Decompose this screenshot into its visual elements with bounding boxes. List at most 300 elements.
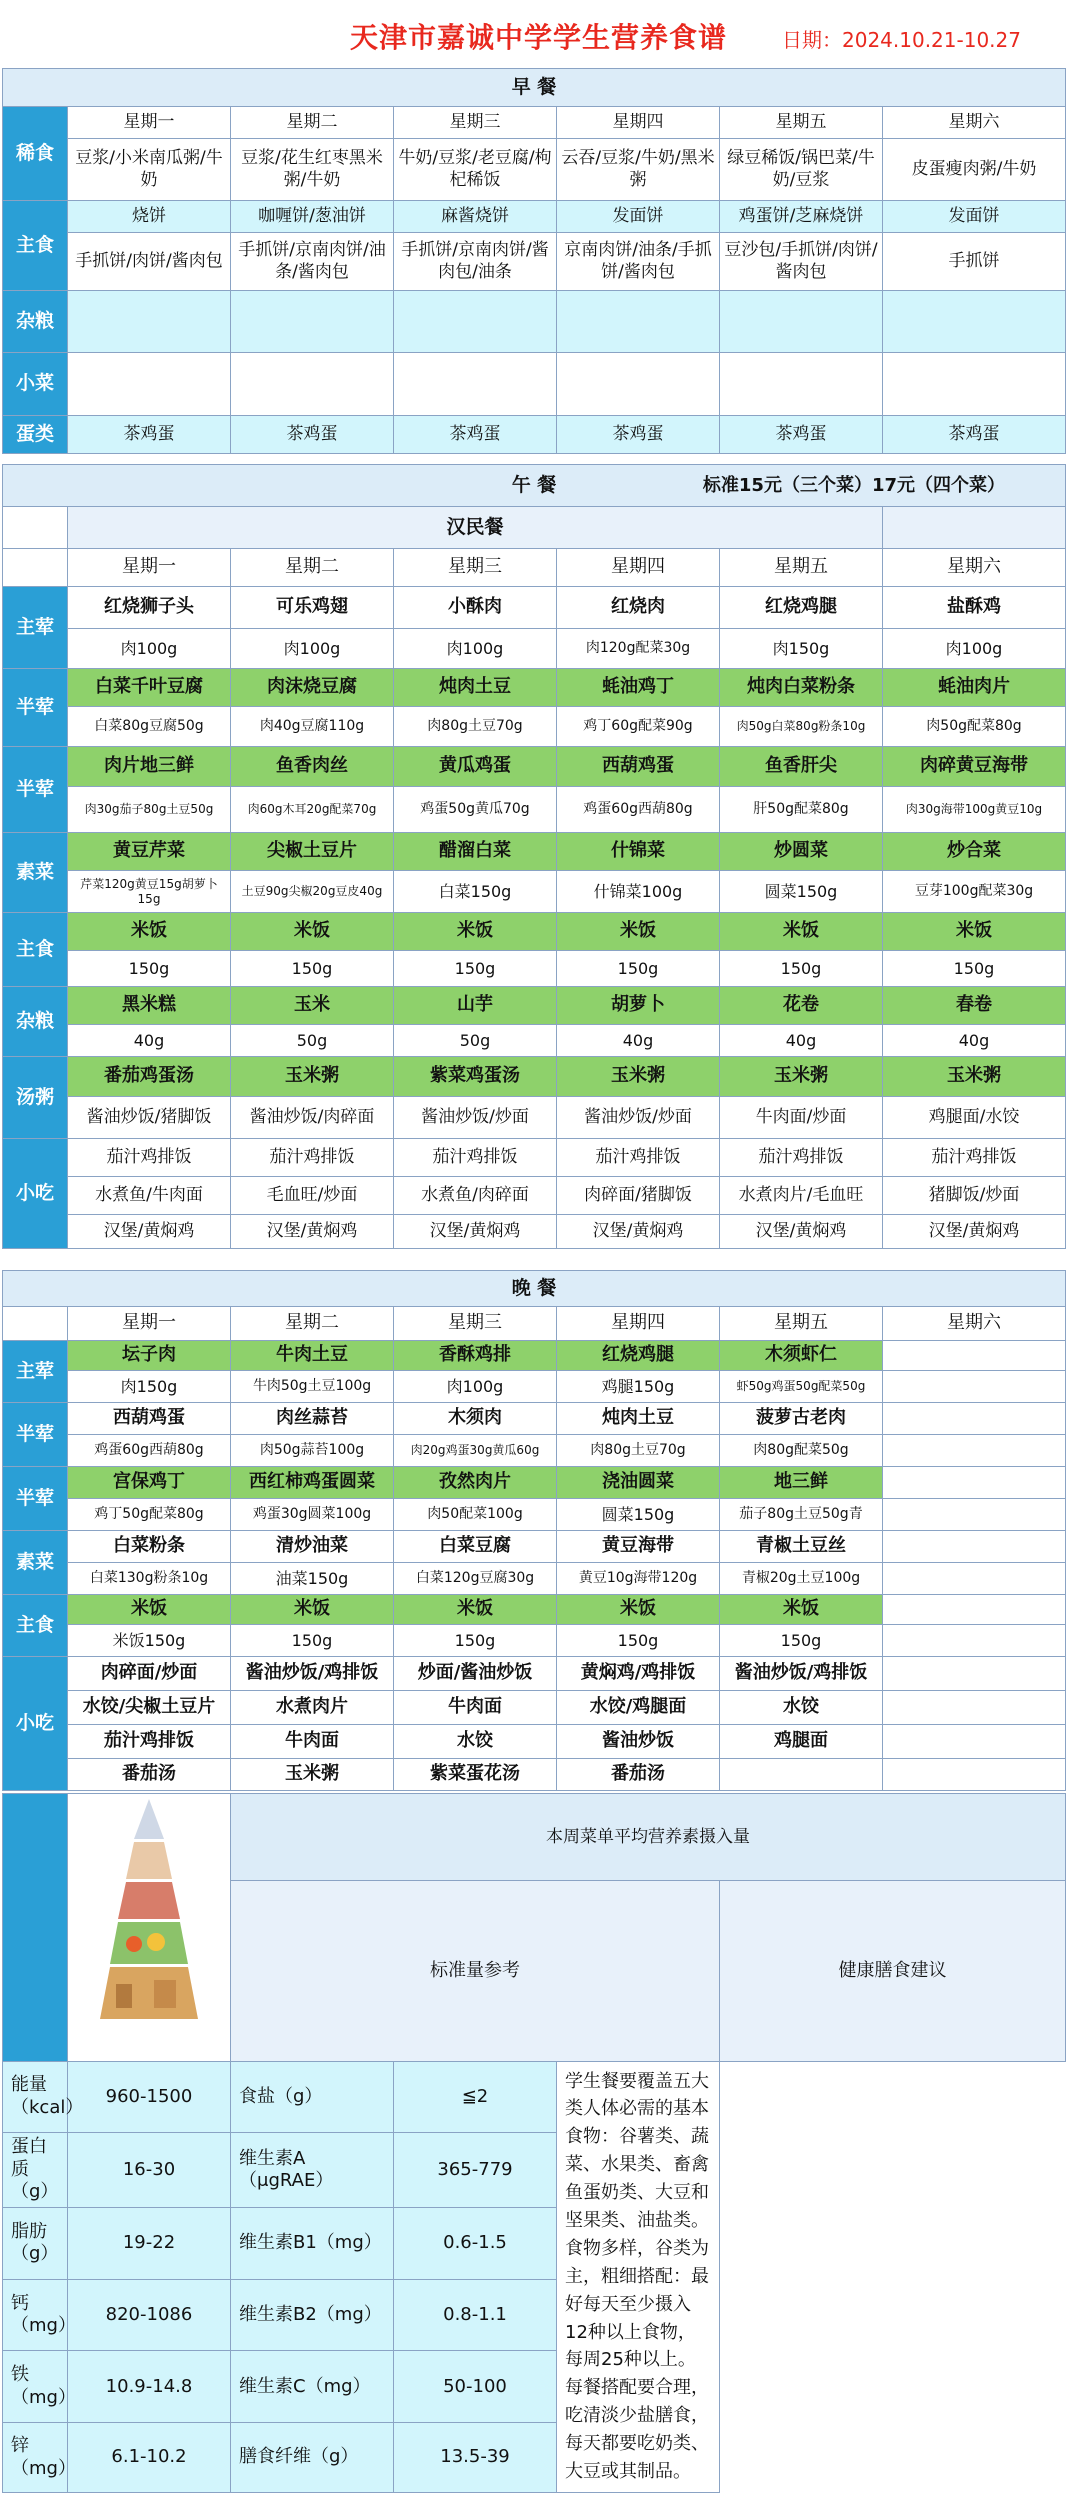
day-header: 星期一 <box>68 107 231 139</box>
dish-quantity: 土豆90g尖椒20g豆皮40g <box>231 871 394 913</box>
breakfast-cell: 茶鸡蛋 <box>394 416 557 454</box>
dish-quantity: 肉100g <box>231 629 394 669</box>
dish-name: 肉沫烧豆腐 <box>231 669 394 707</box>
snack-item <box>883 1657 1066 1691</box>
dish-quantity: 油菜150g <box>231 1563 394 1595</box>
day-header: 星期六 <box>883 549 1066 587</box>
dish-quantity <box>883 1625 1066 1657</box>
dish-name: 青椒土豆丝 <box>720 1531 883 1563</box>
dish-name: 春卷 <box>883 987 1066 1025</box>
snack-item: 毛血旺/炒面 <box>231 1177 394 1215</box>
dish-quantity <box>883 1563 1066 1595</box>
dish-quantity: 圆菜150g <box>720 871 883 913</box>
dish-name: 炖肉土豆 <box>557 1403 720 1435</box>
nutrient-name: 维生素B2（mg） <box>231 2279 394 2351</box>
snack-item: 猪脚饭/炒面 <box>883 1177 1066 1215</box>
breakfast-row-label: 小菜 <box>3 353 68 416</box>
snack-item: 汉堡/黄焖鸡 <box>720 1215 883 1249</box>
dinner-row-label: 半荤 <box>3 1403 68 1467</box>
dish-name: 菠萝古老肉 <box>720 1403 883 1435</box>
date-range: 日期：2024.10.21-10.27 <box>782 28 1021 52</box>
dish-name: 浇油圆菜 <box>557 1467 720 1499</box>
dish-quantity: 鸡蛋60g西葫80g <box>68 1435 231 1467</box>
breakfast-cell: 麻酱烧饼 <box>394 201 557 233</box>
dish-quantity: 牛肉50g土豆100g <box>231 1371 394 1403</box>
snack-item <box>720 1759 883 1791</box>
breakfast-cell: 京南肉饼/油条/手抓饼/酱肉包 <box>557 233 720 291</box>
lunch-row-label: 汤粥 <box>3 1057 68 1139</box>
advice-header: 健康膳食建议 <box>720 1881 1066 2061</box>
nutrient-value: 820-1086 <box>68 2279 231 2351</box>
dish-quantity: 鸡丁60g配菜90g <box>557 707 720 747</box>
nutrient-value: ≦2 <box>394 2061 557 2133</box>
snack-item: 茄汁鸡排饭 <box>231 1139 394 1177</box>
dish-quantity: 150g <box>394 1625 557 1657</box>
dish-quantity: 圆菜150g <box>557 1499 720 1531</box>
dish-quantity: 50g <box>394 1025 557 1057</box>
dish-name: 红烧鸡腿 <box>720 587 883 629</box>
empty-cell <box>883 291 1066 353</box>
dish-name: 米饭 <box>883 913 1066 951</box>
dish-quantity: 豆芽100g配菜30g <box>883 871 1066 913</box>
lunch-row-label: 半荤 <box>3 669 68 747</box>
empty-cell <box>557 291 720 353</box>
nutrient-value: 50-100 <box>394 2351 557 2423</box>
blank-cell <box>3 549 68 587</box>
dish-quantity: 肉100g <box>394 1371 557 1403</box>
dish-name: 鱼香肝尖 <box>720 747 883 787</box>
lunch-row-label: 杂粮 <box>3 987 68 1057</box>
nutrient-name: 维生素B1（mg） <box>231 2207 394 2279</box>
dish-quantity: 肉20g鸡蛋30g黄瓜60g <box>394 1435 557 1467</box>
dish-quantity: 肉80g配菜50g <box>720 1435 883 1467</box>
breakfast-cell: 咖喱饼/葱油饼 <box>231 201 394 233</box>
dish-name: 米饭 <box>557 1595 720 1625</box>
empty-cell <box>231 291 394 353</box>
snack-item: 番茄汤 <box>68 1759 231 1791</box>
dish-quantity <box>883 1371 1066 1403</box>
dish-name <box>883 1595 1066 1625</box>
breakfast-cell: 豆沙包/手抓饼/肉饼/酱肉包 <box>720 233 883 291</box>
nutrient-name: 维生素A（μgRAE） <box>231 2133 394 2208</box>
snack-item: 鸡腿面/水饺 <box>883 1097 1066 1139</box>
dish-name: 黑米糕 <box>68 987 231 1025</box>
day-header: 星期五 <box>720 549 883 587</box>
snack-item: 汉堡/黄焖鸡 <box>557 1215 720 1249</box>
dish-quantity: 40g <box>883 1025 1066 1057</box>
breakfast-cell: 茶鸡蛋 <box>883 416 1066 454</box>
nutrient-value: 19-22 <box>68 2207 231 2279</box>
dish-name: 木须虾仁 <box>720 1341 883 1371</box>
dish-quantity: 150g <box>557 951 720 987</box>
breakfast-cell: 鸡蛋饼/芝麻烧饼 <box>720 201 883 233</box>
nutrient-name: 能量（kcal） <box>3 2061 68 2133</box>
dish-name: 黄瓜鸡蛋 <box>394 747 557 787</box>
dish-quantity: 40g <box>720 1025 883 1057</box>
snack-item: 酱油炒饭/炒面 <box>394 1097 557 1139</box>
lunch-table <box>2 464 1066 1249</box>
dish-quantity: 青椒20g土豆100g <box>720 1563 883 1595</box>
dish-quantity: 肉60g木耳20g配菜70g <box>231 787 394 833</box>
page-title: 天津市嘉诚中学学生营养食谱 <box>350 21 728 54</box>
breakfast-cell: 皮蛋瘦肉粥/牛奶 <box>883 139 1066 201</box>
snack-item: 水饺/鸡腿面 <box>557 1691 720 1725</box>
nutrient-value: 960-1500 <box>68 2061 231 2133</box>
dish-name: 肉丝蒜苔 <box>231 1403 394 1435</box>
side-blank <box>3 1794 68 2062</box>
dish-name: 尖椒土豆片 <box>231 833 394 871</box>
lunch-row-label: 主荤 <box>3 587 68 669</box>
dish-quantity: 50g <box>231 1025 394 1057</box>
dish-name: 肉片地三鲜 <box>68 747 231 787</box>
nutrient-name: 锌（mg） <box>3 2423 68 2493</box>
breakfast-table <box>2 68 1066 454</box>
food-pyramid-icon <box>94 1794 204 2054</box>
breakfast-cell: 茶鸡蛋 <box>557 416 720 454</box>
day-header: 星期一 <box>68 549 231 587</box>
dish-name <box>883 1403 1066 1435</box>
nutrient-value: 365-779 <box>394 2133 557 2208</box>
lunch-subtitle: 汉民餐 <box>68 507 883 549</box>
snack-item: 牛肉面 <box>231 1725 394 1759</box>
dish-name: 黄豆海带 <box>557 1531 720 1563</box>
empty-cell <box>394 353 557 416</box>
snack-item: 酱油炒饭/炒面 <box>557 1097 720 1139</box>
breakfast-cell: 手抓饼 <box>883 233 1066 291</box>
breakfast-cell: 手抓饼/京南肉饼/油条/酱肉包 <box>231 233 394 291</box>
dish-quantity: 肉150g <box>720 629 883 669</box>
dish-name: 米饭 <box>557 913 720 951</box>
breakfast-cell: 发面饼 <box>883 201 1066 233</box>
dish-name: 蚝油肉片 <box>883 669 1066 707</box>
day-header: 星期二 <box>231 107 394 139</box>
nutrition-table <box>2 1793 1066 2493</box>
dish-quantity: 肉120g配菜30g <box>557 629 720 669</box>
dish-quantity: 肉100g <box>68 629 231 669</box>
dish-quantity: 150g <box>68 951 231 987</box>
day-header: 星期五 <box>720 107 883 139</box>
dish-name: 炒合菜 <box>883 833 1066 871</box>
dish-name: 米饭 <box>231 1595 394 1625</box>
soup-name: 玉米粥 <box>231 1057 394 1097</box>
day-header: 星期四 <box>557 1307 720 1341</box>
dish-name: 什锦菜 <box>557 833 720 871</box>
dish-quantity: 肉80g土豆70g <box>557 1435 720 1467</box>
lunch-title-row <box>3 465 1066 507</box>
snack-item: 水煮肉片 <box>231 1691 394 1725</box>
snack-item: 水煮鱼/肉碎面 <box>394 1177 557 1215</box>
breakfast-title: 早 餐 <box>3 69 1066 107</box>
breakfast-row-label: 主食 <box>3 201 68 291</box>
dish-name: 米饭 <box>231 913 394 951</box>
dinner-row-label: 小吃 <box>3 1657 68 1791</box>
breakfast-cell: 发面饼 <box>557 201 720 233</box>
dish-name: 炖肉白菜粉条 <box>720 669 883 707</box>
advice-text: 学生餐要覆盖五大类人体必需的基本食物：谷薯类、蔬菜、水果类、畜禽鱼蛋奶类、大豆和坚果类、油盐类。食物多样，谷类为主，粗细搭配：最好每天至少摄入12种以上食物，每周25种以上。每餐搭配要合理，吃清淡少盐膳食，每天都要吃奶类、大豆或其制品。 <box>557 2061 720 2492</box>
dish-quantity: 40g <box>68 1025 231 1057</box>
dish-quantity: 150g <box>720 1625 883 1657</box>
dish-quantity: 白菜150g <box>394 871 557 913</box>
dish-name: 白菜豆腐 <box>394 1531 557 1563</box>
nutrient-name: 膳食纤维（g） <box>231 2423 394 2493</box>
day-header: 星期三 <box>394 549 557 587</box>
dish-name: 清炒油菜 <box>231 1531 394 1563</box>
dish-name: 炒圆菜 <box>720 833 883 871</box>
snack-item: 酱油炒饭/鸡排饭 <box>231 1657 394 1691</box>
dinner-row-label: 主食 <box>3 1595 68 1657</box>
snack-item: 酱油炒饭/鸡排饭 <box>720 1657 883 1691</box>
snack-item: 水煮鱼/牛肉面 <box>68 1177 231 1215</box>
dish-name: 白菜千叶豆腐 <box>68 669 231 707</box>
food-pyramid-cell <box>68 1794 231 2062</box>
dish-quantity: 150g <box>557 1625 720 1657</box>
dish-quantity: 150g <box>720 951 883 987</box>
dish-name <box>883 1531 1066 1563</box>
snack-item: 玉米粥 <box>231 1759 394 1791</box>
dish-name: 米饭 <box>394 913 557 951</box>
dish-quantity: 150g <box>231 1625 394 1657</box>
dish-quantity: 150g <box>394 951 557 987</box>
dish-quantity: 肝50g配菜80g <box>720 787 883 833</box>
empty-cell <box>231 353 394 416</box>
dish-name: 米饭 <box>68 1595 231 1625</box>
dinner-table <box>2 1270 1066 1791</box>
dish-quantity: 肉30g海带100g黄豆10g <box>883 787 1066 833</box>
dish-quantity: 肉100g <box>394 629 557 669</box>
snack-item: 水饺 <box>394 1725 557 1759</box>
empty-cell <box>883 353 1066 416</box>
dish-name: 米饭 <box>394 1595 557 1625</box>
dish-quantity: 鸡蛋50g黄瓜70g <box>394 787 557 833</box>
snack-item: 水煮肉片/毛血旺 <box>720 1177 883 1215</box>
blank-cell <box>883 507 1066 549</box>
breakfast-cell: 绿豆稀饭/锅巴菜/牛奶/豆浆 <box>720 139 883 201</box>
dish-quantity: 白菜80g豆腐50g <box>68 707 231 747</box>
nutrient-value: 10.9-14.8 <box>68 2351 231 2423</box>
day-header: 星期一 <box>68 1307 231 1341</box>
dish-quantity: 什锦菜100g <box>557 871 720 913</box>
dish-name: 宫保鸡丁 <box>68 1467 231 1499</box>
dish-name: 炖肉土豆 <box>394 669 557 707</box>
dish-name: 花卷 <box>720 987 883 1025</box>
dish-quantity: 肉50g蒜苔100g <box>231 1435 394 1467</box>
dish-quantity: 芹菜120g黄豆15g胡萝卜15g <box>68 871 231 913</box>
blank-cell <box>3 1307 68 1341</box>
nutrient-name: 维生素C（mg） <box>231 2351 394 2423</box>
dish-quantity: 肉150g <box>68 1371 231 1403</box>
dish-quantity: 鸡蛋60g西葫80g <box>557 787 720 833</box>
dish-name: 孜然肉片 <box>394 1467 557 1499</box>
dish-name: 牛肉土豆 <box>231 1341 394 1371</box>
snack-item: 茄汁鸡排饭 <box>883 1139 1066 1177</box>
nutrient-name: 铁（mg） <box>3 2351 68 2423</box>
snack-item: 汉堡/黄焖鸡 <box>394 1215 557 1249</box>
dish-name: 肉碎黄豆海带 <box>883 747 1066 787</box>
breakfast-cell: 茶鸡蛋 <box>68 416 231 454</box>
dish-quantity: 白菜120g豆腐30g <box>394 1563 557 1595</box>
blank-cell <box>3 507 68 549</box>
day-header: 星期五 <box>720 1307 883 1341</box>
snack-item: 酱油炒饭/猪脚饭 <box>68 1097 231 1139</box>
empty-cell <box>68 353 231 416</box>
breakfast-row-label: 蛋类 <box>3 416 68 454</box>
soup-name: 玉米粥 <box>557 1057 720 1097</box>
day-header: 星期三 <box>394 107 557 139</box>
dish-name: 玉米 <box>231 987 394 1025</box>
breakfast-cell: 豆浆/小米南瓜粥/牛奶 <box>68 139 231 201</box>
empty-cell <box>557 353 720 416</box>
dish-name: 山芋 <box>394 987 557 1025</box>
nutrient-value: 0.8-1.1 <box>394 2279 557 2351</box>
dish-name <box>883 1341 1066 1371</box>
day-header: 星期六 <box>883 1307 1066 1341</box>
day-header: 星期四 <box>557 549 720 587</box>
dish-quantity: 150g <box>231 951 394 987</box>
nutrient-value: 16-30 <box>68 2133 231 2208</box>
dish-quantity: 肉80g土豆70g <box>394 707 557 747</box>
lunch-row-label: 素菜 <box>3 833 68 913</box>
dish-name: 小酥肉 <box>394 587 557 629</box>
day-header: 星期二 <box>231 549 394 587</box>
breakfast-cell: 云吞/豆浆/牛奶/黑米粥 <box>557 139 720 201</box>
snack-item: 汉堡/黄焖鸡 <box>68 1215 231 1249</box>
dish-quantity: 白菜130g粉条10g <box>68 1563 231 1595</box>
snack-item <box>883 1691 1066 1725</box>
snack-item: 肉碎面/炒面 <box>68 1657 231 1691</box>
nutrient-name: 蛋白质（g） <box>3 2133 68 2208</box>
day-header: 星期二 <box>231 1307 394 1341</box>
dish-name: 米饭 <box>720 1595 883 1625</box>
snack-item: 茄汁鸡排饭 <box>557 1139 720 1177</box>
snack-item: 茄汁鸡排饭 <box>68 1139 231 1177</box>
snack-item: 牛肉面/炒面 <box>720 1097 883 1139</box>
breakfast-row-label: 稀食 <box>3 107 68 201</box>
day-header: 星期四 <box>557 107 720 139</box>
dinner-row-label: 素菜 <box>3 1531 68 1595</box>
day-header: 星期六 <box>883 107 1066 139</box>
dish-quantity: 肉100g <box>883 629 1066 669</box>
nutrient-name: 食盐（g） <box>231 2061 394 2133</box>
dish-name: 米饭 <box>68 913 231 951</box>
dish-quantity: 150g <box>883 951 1066 987</box>
dish-name: 盐酥鸡 <box>883 587 1066 629</box>
nutrient-value: 0.6-1.5 <box>394 2207 557 2279</box>
lunch-row-label: 半荤 <box>3 747 68 833</box>
dish-name: 地三鲜 <box>720 1467 883 1499</box>
dish-name: 米饭 <box>720 913 883 951</box>
soup-name: 紫菜鸡蛋汤 <box>394 1057 557 1097</box>
dinner-row-label: 半荤 <box>3 1467 68 1531</box>
dish-name: 西红柿鸡蛋圆菜 <box>231 1467 394 1499</box>
dish-name: 木须肉 <box>394 1403 557 1435</box>
dish-name: 西葫鸡蛋 <box>557 747 720 787</box>
dish-name: 西葫鸡蛋 <box>68 1403 231 1435</box>
dish-quantity: 鸡蛋30g圆菜100g <box>231 1499 394 1531</box>
breakfast-cell: 牛奶/豆浆/老豆腐/枸杞稀饭 <box>394 139 557 201</box>
dish-name: 红烧鸡腿 <box>557 1341 720 1371</box>
empty-cell <box>394 291 557 353</box>
day-header: 星期三 <box>394 1307 557 1341</box>
snack-item: 黄焖鸡/鸡排饭 <box>557 1657 720 1691</box>
nutrient-name: 钙（mg） <box>3 2279 68 2351</box>
dish-quantity: 鸡腿150g <box>557 1371 720 1403</box>
dish-name: 胡萝卜 <box>557 987 720 1025</box>
dish-name: 可乐鸡翅 <box>231 587 394 629</box>
lunch-row-label: 小吃 <box>3 1139 68 1249</box>
snack-item: 茄汁鸡排饭 <box>394 1139 557 1177</box>
snack-item <box>883 1759 1066 1791</box>
breakfast-cell: 烧饼 <box>68 201 231 233</box>
snack-item <box>883 1725 1066 1759</box>
nutrient-name: 脂肪（g） <box>3 2207 68 2279</box>
dish-quantity: 黄豆10g海带120g <box>557 1563 720 1595</box>
snack-item: 酱油炒饭/肉碎面 <box>231 1097 394 1139</box>
breakfast-cell: 手抓饼/肉饼/酱肉包 <box>68 233 231 291</box>
nutrient-value: 13.5-39 <box>394 2423 557 2493</box>
dish-name: 坛子肉 <box>68 1341 231 1371</box>
snack-item: 番茄汤 <box>557 1759 720 1791</box>
snack-item: 水饺/尖椒土豆片 <box>68 1691 231 1725</box>
dish-quantity: 茄子80g土豆50g青 <box>720 1499 883 1531</box>
dish-quantity: 肉50g配菜80g <box>883 707 1066 747</box>
breakfast-cell: 豆浆/花生红枣黑米粥/牛奶 <box>231 139 394 201</box>
dish-quantity: 鸡丁50g配菜80g <box>68 1499 231 1531</box>
dish-name: 醋溜白菜 <box>394 833 557 871</box>
nutrient-value: 6.1-10.2 <box>68 2423 231 2493</box>
soup-name: 番茄鸡蛋汤 <box>68 1057 231 1097</box>
dinner-row-label: 主荤 <box>3 1341 68 1403</box>
dish-name: 蚝油鸡丁 <box>557 669 720 707</box>
empty-cell <box>720 291 883 353</box>
breakfast-cell: 手抓饼/京南肉饼/酱肉包/油条 <box>394 233 557 291</box>
soup-name: 玉米粥 <box>883 1057 1066 1097</box>
snack-item: 鸡腿面 <box>720 1725 883 1759</box>
dish-name: 红烧肉 <box>557 587 720 629</box>
dish-name: 黄豆芹菜 <box>68 833 231 871</box>
snack-item: 汉堡/黄焖鸡 <box>231 1215 394 1249</box>
page-header <box>0 0 1067 68</box>
dish-name <box>883 1467 1066 1499</box>
breakfast-cell: 茶鸡蛋 <box>231 416 394 454</box>
snack-item: 茄汁鸡排饭 <box>720 1139 883 1177</box>
dish-quantity: 40g <box>557 1025 720 1057</box>
snack-item: 茄汁鸡排饭 <box>68 1725 231 1759</box>
breakfast-row-label: 杂粮 <box>3 291 68 353</box>
dish-quantity <box>883 1435 1066 1467</box>
dish-name: 白菜粉条 <box>68 1531 231 1563</box>
lunch-price-standard: 标准15元（三个菜）17元（四个菜） <box>702 475 1005 496</box>
lunch-row-label: 主食 <box>3 913 68 987</box>
dish-quantity: 米饭150g <box>68 1625 231 1657</box>
dish-quantity: 肉50g白菜80g粉条10g <box>720 707 883 747</box>
breakfast-cell: 茶鸡蛋 <box>720 416 883 454</box>
snack-item: 水饺 <box>720 1691 883 1725</box>
snack-item: 汉堡/黄焖鸡 <box>883 1215 1066 1249</box>
snack-item: 炒面/酱油炒饭 <box>394 1657 557 1691</box>
dish-name: 香酥鸡排 <box>394 1341 557 1371</box>
reference-header: 标准量参考 <box>231 1881 720 2061</box>
soup-name: 玉米粥 <box>720 1057 883 1097</box>
snack-item: 紫菜蛋花汤 <box>394 1759 557 1791</box>
dish-quantity <box>883 1499 1066 1531</box>
snack-item: 牛肉面 <box>394 1691 557 1725</box>
snack-item: 酱油炒饭 <box>557 1725 720 1759</box>
nutrition-title: 本周菜单平均营养素摄入量 <box>231 1794 1066 1881</box>
dinner-title: 晚 餐 <box>3 1271 1066 1307</box>
dish-name: 红烧狮子头 <box>68 587 231 629</box>
lunch-title: 午 餐 <box>511 473 557 496</box>
dish-name: 鱼香肉丝 <box>231 747 394 787</box>
